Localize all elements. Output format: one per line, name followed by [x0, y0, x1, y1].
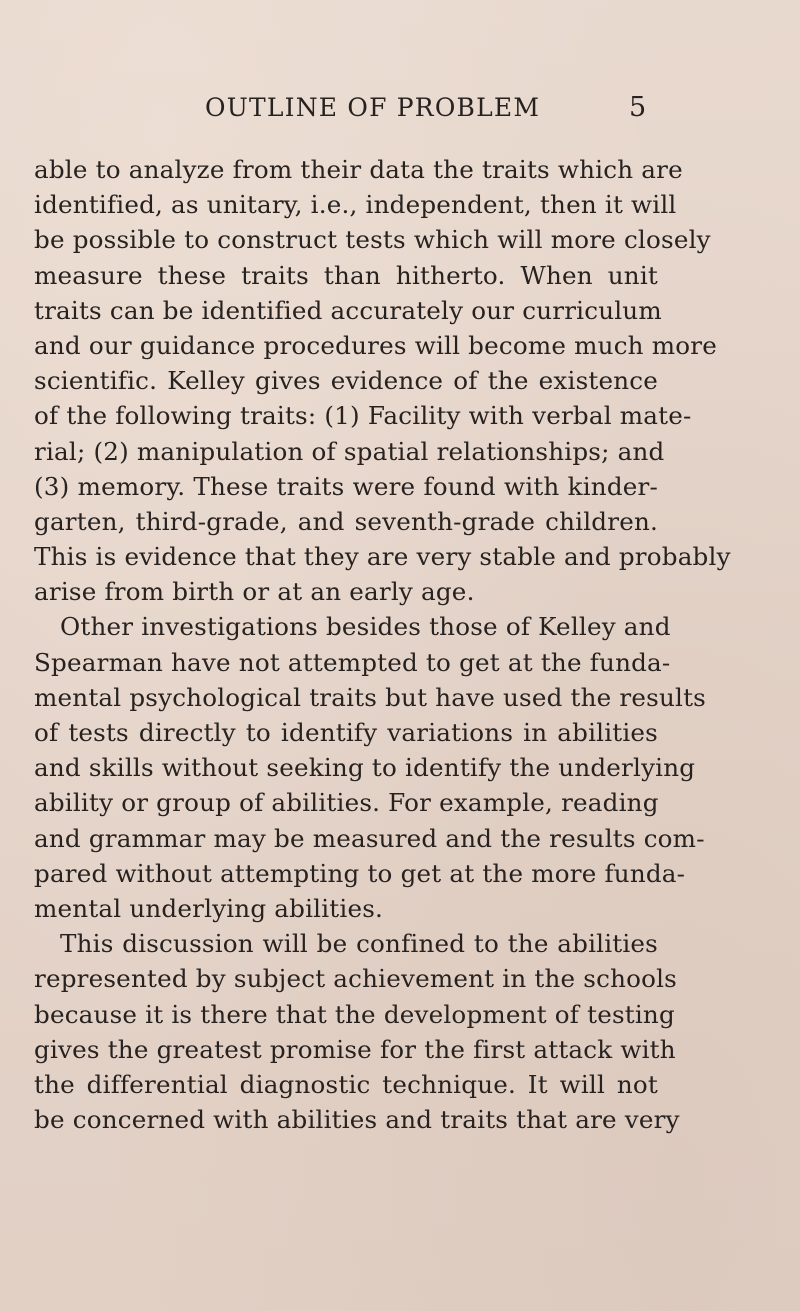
text-line: gives the greatest promise for the first attack with	[34, 1034, 676, 1064]
text-line: pared without attempting to get at the more funda-	[34, 858, 686, 888]
text-line: mental psychological traits but have used the results	[34, 682, 706, 712]
text-line: Spearman have not attempted to get at the funda-	[34, 647, 671, 677]
paragraph	[34, 926, 680, 1137]
text-line: garten, third-grade, and seventh-grade children.	[34, 506, 658, 536]
paragraph	[34, 152, 731, 609]
body-text	[34, 152, 731, 1137]
running-head: OUTLINE OF PROBLEM	[205, 93, 541, 122]
text-line: able to analyze from their data the traits which are	[34, 155, 683, 184]
text-line: ability or group of abilities. For example, reading	[34, 788, 659, 818]
text-line: and our guidance procedures will become much more	[34, 330, 717, 360]
text-line: because it is there that the development of testing	[34, 999, 675, 1029]
text-line: (3) memory. These traits were found with kinder-	[34, 471, 658, 501]
text-line: represented by subject achievement in the schools	[34, 964, 678, 994]
text-line: scientific. Kelley gives evidence of the existence	[34, 366, 658, 396]
text-line: rial; (2) manipulation of spatial relationships; and	[34, 436, 665, 466]
text-line: and skills without seeking to identify the underlying	[34, 753, 696, 783]
paragraph	[34, 609, 706, 926]
text-line: traits can be identified accurately our curriculum	[34, 295, 662, 325]
text-line: Other investigations besides those of Kelley and	[60, 612, 671, 642]
text-line: arise from birth or at an early age.	[34, 577, 475, 607]
text-line: be concerned with abilities and traits that are very	[34, 1105, 680, 1135]
text-line: the differential diagnostic technique. It will not	[34, 1069, 658, 1099]
text-line: mental underlying abilities.	[34, 893, 384, 923]
text-line: and grammar may be measured and the results com-	[34, 823, 705, 853]
text-line: be possible to construct tests which will more closely	[34, 225, 711, 255]
text-line: This is evidence that they are very stable and probably	[34, 542, 731, 572]
page-number: 5	[629, 92, 647, 123]
text-line: of tests directly to identify variations in abilities	[34, 718, 658, 747]
text-line: This discussion will be confined to the abilities	[60, 929, 658, 959]
text-line: of the following traits: (1) Facility with verbal mate-	[34, 401, 692, 431]
text-line: measure these traits than hitherto. When unit	[34, 260, 658, 290]
text-line: identified, as unitary, i.e., independent, then it will	[34, 190, 677, 220]
